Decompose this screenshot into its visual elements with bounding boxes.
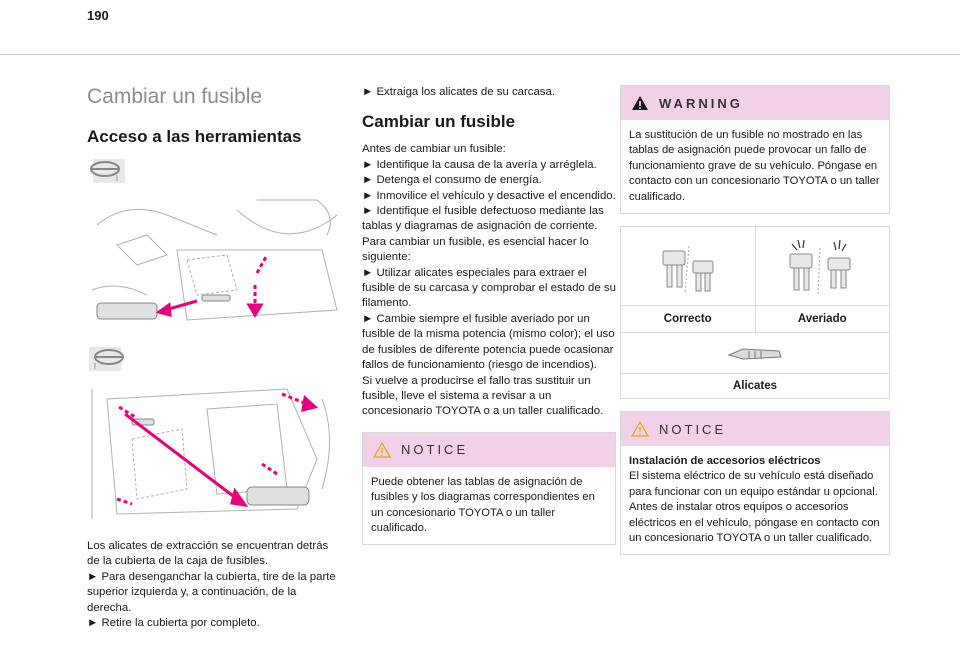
notice-body-accessories (621, 446, 889, 554)
notice-header-2 (621, 412, 889, 446)
notice-title-accessories: Instalación de accesorios eléctricos (629, 455, 821, 468)
bullet-use-pliers: ► Utilizar alicates especiales para extraer el fusible de su carcasa y comprobar el estado de su filamento. (362, 266, 616, 312)
rhd-steering-icon (87, 345, 127, 375)
good-fuse-cell (621, 227, 755, 305)
notice-box-accessories (620, 411, 890, 555)
para-repeat-fault: Si vuelve a producirse el fallo tras sustituir un fusible, lleve el sistema a revisar a un concesionario TOYOTA o a un taller cualificado. (362, 374, 604, 418)
page-number: 190 (87, 8, 109, 23)
notice-text-accessories-1: El sistema eléctrico de su vehículo está diseñado para funcionar con un equipo estándar u opcional. (629, 470, 878, 498)
fuse-cover-illustration-lhd (87, 195, 341, 335)
fuse-labels-row (621, 305, 889, 332)
label-pliers: Alicates (732, 380, 778, 393)
para-essential: Para cambiar un fusible, es esencial hacer lo siguiente: (362, 235, 589, 264)
bullet-immobilize: ► Inmovilice el vehículo y desactive el encendido. (362, 189, 616, 204)
warning-triangle-icon (631, 95, 649, 111)
heading-access-tools: Acceso a las herramientas (87, 127, 302, 146)
notice-text: Puede obtener las tablas de asignación de fusibles y los diagramas correspondientes en un concesionario TOYOTA o un taller cualificado. (371, 475, 595, 534)
notice-label: NOTICE (401, 442, 469, 458)
bullet-remove-cover: ► Retire la cubierta por completo. (87, 616, 343, 631)
notice-warning-icon (373, 442, 391, 458)
column-3 (620, 85, 890, 555)
warning-text: La sustitución de un fusible no mostrado en las tablas de asignación puede provocar un fallo de funcionamiento grave de su vehículo. Póngase en contacto con un concesionario TOYOTA o un taller cualificado. (629, 129, 880, 203)
bullet-identify-fuse: ► Identifique el fusible defectuoso mediante las tablas y diagramas de asignación de corriente. (362, 204, 616, 235)
intro-before-change: Antes de cambiar un fusible: (362, 143, 506, 156)
pliers-label-row (621, 373, 889, 398)
bullet-unhook-cover: ► Para desenganchar la cubierta, tire de la parte superior izquierda y, a continuación, de la derecha. (87, 570, 343, 616)
pliers-image-row (621, 332, 889, 373)
header-rule (0, 54, 960, 55)
bullet-stop-consumption: ► Detenga el consumo de energía. (362, 173, 616, 188)
pliers-cell (621, 333, 889, 373)
paragraph-pliers-location: Los alicates de extracción se encuentran detrás de la cubierta de la caja de fusibles. (87, 540, 329, 568)
bullet-identify-cause: ► Identifique la causa de la avería y arréglela. (362, 158, 616, 173)
notice-header (363, 433, 615, 467)
notice-box-tables (362, 432, 616, 546)
label-correct: Correcto (663, 313, 712, 326)
heading-change-fuse: Cambiar un fusible (362, 112, 516, 132)
lhd-steering-icon (87, 157, 127, 187)
column-1 (87, 85, 343, 631)
warning-box (620, 85, 890, 214)
blown-fuse-icon (782, 236, 862, 296)
label-blown: Averiado (755, 306, 890, 332)
notice-warning-icon-2 (631, 421, 649, 437)
notice-text-accessories-2: Antes de instalar otros equipos o accesorios eléctricos en el vehículo, póngase en contacto con un concesionario TOYOTA o un taller cualificado. (629, 501, 880, 545)
good-fuse-icon (653, 236, 723, 296)
section-title: Cambiar un fusible (87, 85, 263, 108)
fuse-state-table (620, 226, 890, 399)
fuse-cover-illustration-rhd (87, 379, 341, 529)
bullet-same-rating: ► Cambie siempre el fusible averiado por un fusible de la misma potencia (mismo color); el uso de fusibles de diferente potencia puede ocasionar fallos de funcionamiento (riesgo de incendios). (362, 312, 616, 374)
notice-label-2: NOTICE (659, 421, 727, 437)
pliers-icon (725, 341, 785, 365)
column-2 (362, 85, 616, 545)
warning-header (621, 86, 889, 120)
bullet-extract-pliers: ► Extraiga los alicates de su carcasa. (362, 85, 616, 100)
warning-label: WARNING (659, 95, 743, 111)
blown-fuse-cell (755, 227, 890, 305)
fuse-images-row (621, 227, 889, 305)
